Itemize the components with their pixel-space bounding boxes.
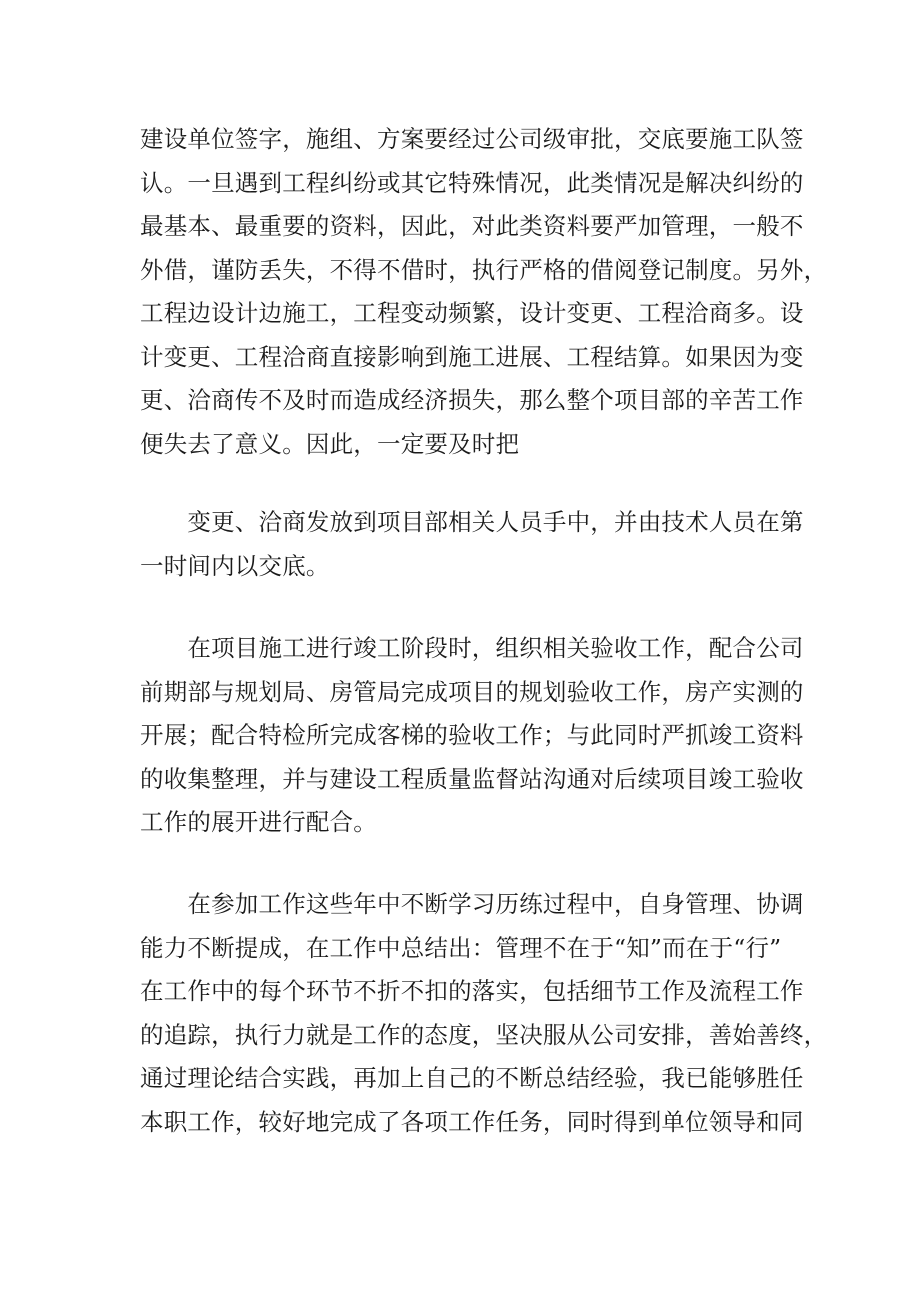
paragraph-line: 建设单位签字，施组、方案要经过公司级审批，交底要施工队签 [140,125,804,153]
paragraph-line: 变更、洽商发放到项目部相关人员手中，并由技术人员在第 [140,508,804,536]
paragraph-line: 在项目施工进行竣工阶段时，组织相关验收工作，配合公司 [140,634,804,662]
paragraph-line: 在参加工作这些年中不断学习历练过程中，自身管理、协调 [140,890,804,918]
paragraph-line: 本职工作，较好地完成了各项工作任务，同时得到单位领导和同 [140,1107,804,1136]
paragraph-line: 更、洽商传不及时而造成经济损失，那么整个项目部的辛苦工作 [140,386,804,414]
paragraph-line: 便失去了意义。因此，一定要及时把 [140,429,520,458]
paragraph-line: 的收集整理，并与建设工程质量监督站沟通对后续项目竣工验收 [140,764,804,793]
paragraph-line: 最基本、最重要的资料，因此，对此类资料要严加管理，一般不 [140,212,804,240]
paragraph-line: 工作的展开进行配合。 [140,808,377,836]
paragraph-line: 通过理论结合实践，再加上自己的不断总结经验，我已能够胜任 [140,1064,804,1092]
paragraph-line: 工程边设计边施工，工程变动频繁，设计变更、工程洽商多。设 [140,299,804,327]
paragraph-1 [140,118,828,466]
paragraph-line: 能力不断提成，在工作中总结出：管理不在于“知”而在于“行” [140,933,782,962]
paragraph-line: 前期部与规划局、房管局完成项目的规划验收工作，房产实测的 [140,677,804,706]
paragraph-line: 在工作中的每个环节不折不扣的落实，包括细节工作及流程工作 [140,977,804,1005]
paragraph-line: 开展；配合特检所完成客梯的验收工作；与此同时严抓竣工资料 [140,721,804,749]
paragraph-2 [140,501,804,588]
paragraph-3 [140,627,804,845]
paragraph-line: 计变更、工程洽商直接影响到施工进展、工程结算。如果因为变 [140,342,804,371]
paragraph-line: 外借，谨防丢失，不得不借时，执行严格的借阅登记制度。另外， [140,255,828,284]
paragraph-line: 一时间内以交底。 [140,551,330,580]
paragraph-4 [140,883,828,1144]
paragraph-line: 认。一旦遇到工程纠纷或其它特殊情况，此类情况是解决纠纷的 [140,168,804,197]
paragraph-line: 的追踪，执行力就是工作的态度，坚决服从公司安排，善始善终， [140,1020,828,1049]
